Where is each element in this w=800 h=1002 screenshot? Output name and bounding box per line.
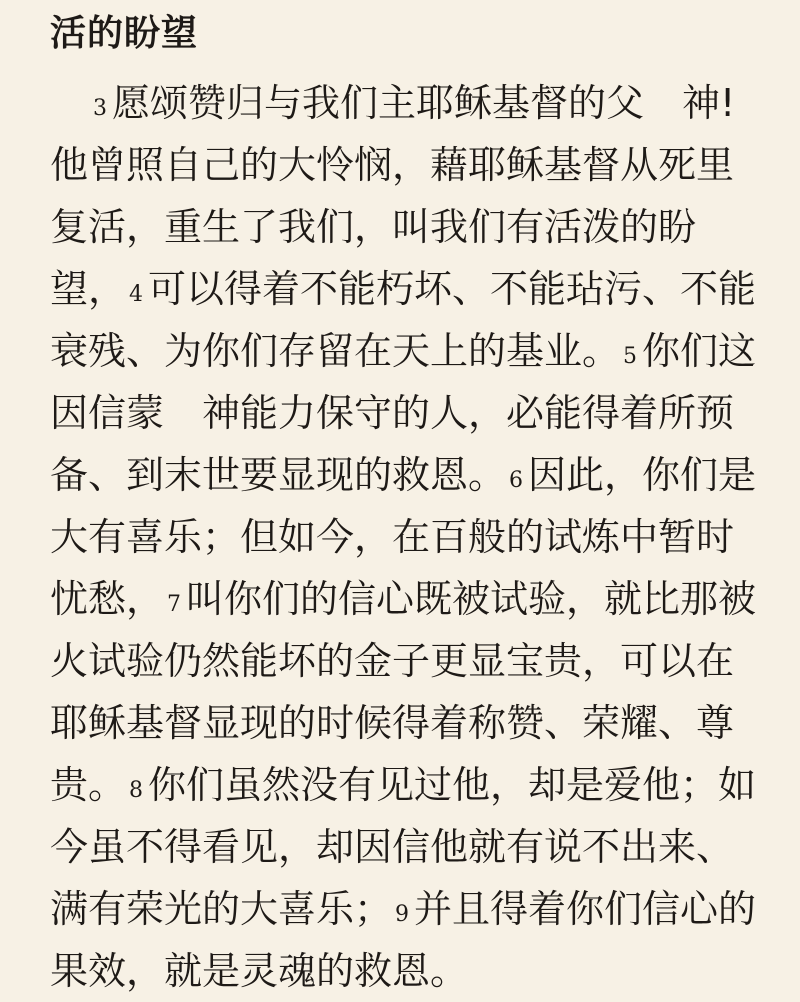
verse-number: 6	[509, 468, 524, 493]
text-line	[50, 630, 760, 692]
verse-number: 4	[129, 282, 144, 307]
verse-text: 耶稣基督显现的时候得着称赞、荣耀、尊	[50, 701, 735, 745]
verse-text: 望，	[50, 267, 127, 311]
verse-number: 5	[623, 344, 638, 369]
verse-number: 7	[167, 592, 182, 617]
text-line	[50, 568, 760, 630]
text-line	[50, 878, 760, 940]
text-line	[50, 940, 760, 1002]
verse-number: 3	[93, 96, 107, 121]
verse-number: 8	[129, 778, 144, 803]
verse-text: 他曾照自己的大怜悯，藉耶稣基督从死里	[50, 143, 735, 187]
verse-text: 愿颂赞归与我们主耶稣基督的父 神!	[112, 81, 736, 125]
verse-number: 9	[395, 902, 410, 927]
verse-text: 并且得着你们信心的	[414, 887, 757, 931]
verse-text: 火试验仍然能坏的金子更显宝贵，可以在	[50, 639, 735, 683]
text-line	[50, 444, 760, 506]
text-line	[50, 754, 760, 816]
verse-text: 因此，你们是	[528, 453, 757, 497]
verse-text: 可以得着不能朽坏、不能玷污、不能	[148, 267, 757, 311]
scripture-text	[50, 72, 760, 1002]
verse-text: 叫你们的信心既被试验，就比那被	[186, 577, 757, 621]
text-line	[50, 134, 760, 196]
verse-text: 因信蒙 神能力保守的人，必能得着所预	[50, 391, 735, 435]
verse-text: 忧愁，	[50, 577, 165, 621]
verse-text: 贵。	[50, 763, 127, 807]
text-line	[50, 382, 760, 444]
verse-text: 复活，重生了我们，叫我们有活泼的盼	[50, 205, 697, 249]
section-heading: 活的盼望	[50, 13, 199, 54]
text-line	[50, 320, 760, 382]
verse-text: 果效，就是灵魂的救恩。	[50, 949, 469, 993]
text-line	[50, 506, 760, 568]
verse-text: 今虽不得看见，却因信他就有说不出来、	[50, 825, 735, 869]
verse-text: 衰残、为你们存留在天上的基业。	[50, 329, 621, 373]
text-line	[50, 816, 760, 878]
verse-text: 备、到末世要显现的救恩。	[50, 453, 507, 497]
verse-text: 大有喜乐；但如今，在百般的试炼中暂时	[50, 515, 735, 559]
text-line	[50, 258, 760, 320]
text-line	[50, 692, 760, 754]
verse-text: 满有荣光的大喜乐；	[50, 887, 393, 931]
text-line	[50, 196, 760, 258]
text-line	[50, 72, 760, 134]
verse-text: 你们这	[642, 329, 757, 373]
verse-text: 你们虽然没有见过他，却是爱他；如	[148, 763, 757, 807]
